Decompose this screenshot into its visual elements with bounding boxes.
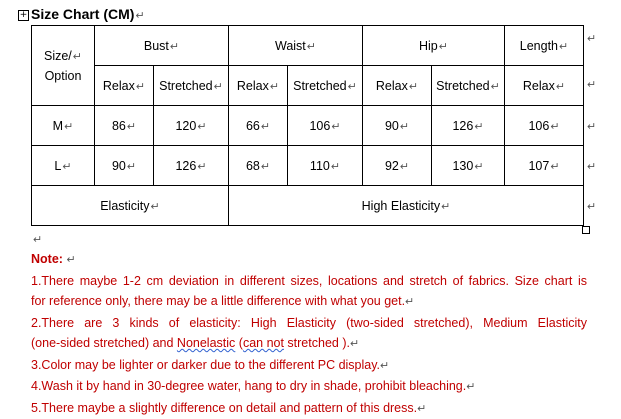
- table-row: [32, 146, 584, 186]
- elasticity-value-cell: High Elasticity↵: [229, 186, 584, 226]
- elasticity-label-cell: Elasticity↵: [32, 186, 229, 226]
- value-cell: 106↵: [505, 106, 584, 146]
- row-end-mark: ↵: [587, 200, 596, 213]
- length-header: Length↵: [505, 26, 584, 66]
- hip-stretched-header: Stretched↵: [432, 66, 505, 106]
- value-cell: 68↵: [229, 146, 288, 186]
- value-cell: 110↵: [288, 146, 363, 186]
- note-4: 4.Wash it by hand in 30-degree water, hang to dry in shade, prohibit bleaching.↵: [31, 376, 587, 398]
- waist-header: Waist↵: [229, 26, 363, 66]
- size-chart-table: [31, 25, 584, 226]
- row-end-mark: ↵: [587, 78, 596, 91]
- hip-header: Hip↵: [363, 26, 505, 66]
- note-2-line-1: 2.There are 3 kinds of elasticity: High Elasticity (two-sided stretched), Medium Elasticity: [31, 313, 587, 334]
- waist-relax-header: Relax↵: [229, 66, 288, 106]
- value-cell: 126↵: [154, 146, 229, 186]
- size-option-header: Size/↵ Option: [32, 26, 95, 106]
- table-row: [32, 106, 584, 146]
- bust-relax-header: Relax↵: [95, 66, 154, 106]
- value-cell: 126↵: [432, 106, 505, 146]
- value-cell: 120↵: [154, 106, 229, 146]
- table-row: [32, 186, 584, 226]
- note-5: 5.There maybe a slightly difference on detail and pattern of this dress.↵: [31, 398, 587, 419]
- value-cell: 90↵: [363, 106, 432, 146]
- hip-relax-header: Relax↵: [363, 66, 432, 106]
- size-cell: M↵: [32, 106, 95, 146]
- note-2-line-2: (one-sided stretched) and Nonelastic (can not stretched ).↵: [31, 333, 587, 355]
- note-1-line-1: 1.There maybe 1-2 cm deviation in different sizes, locations and stretch of fabrics. Size chart is: [31, 271, 587, 292]
- notes-section: [31, 249, 587, 419]
- waist-stretched-header: Stretched↵: [288, 66, 363, 106]
- page-title: Size Chart (CM)↵: [31, 6, 145, 22]
- bust-stretched-header: Stretched↵: [154, 66, 229, 106]
- value-cell: 92↵: [363, 146, 432, 186]
- paragraph-mark: ↵: [33, 233, 42, 246]
- row-end-mark: ↵: [587, 32, 596, 45]
- value-cell: 107↵: [505, 146, 584, 186]
- note-3: 3.Color may be lighter or darker due to the different PC display.↵: [31, 355, 587, 377]
- size-cell: L↵: [32, 146, 95, 186]
- value-cell: 130↵: [432, 146, 505, 186]
- table-resize-handle[interactable]: [582, 226, 590, 234]
- value-cell: 106↵: [288, 106, 363, 146]
- value-cell: 90↵: [95, 146, 154, 186]
- length-relax-header: Relax↵: [505, 66, 584, 106]
- value-cell: 66↵: [229, 106, 288, 146]
- note-1-line-2: for reference only, there may be a little difference with what you get.↵: [31, 291, 587, 313]
- row-end-mark: ↵: [587, 120, 596, 133]
- row-end-mark: ↵: [587, 160, 596, 173]
- bust-header: Bust↵: [95, 26, 229, 66]
- table-move-handle-icon[interactable]: +: [18, 10, 29, 21]
- value-cell: 86↵: [95, 106, 154, 146]
- notes-heading: Note: ↵: [31, 249, 587, 271]
